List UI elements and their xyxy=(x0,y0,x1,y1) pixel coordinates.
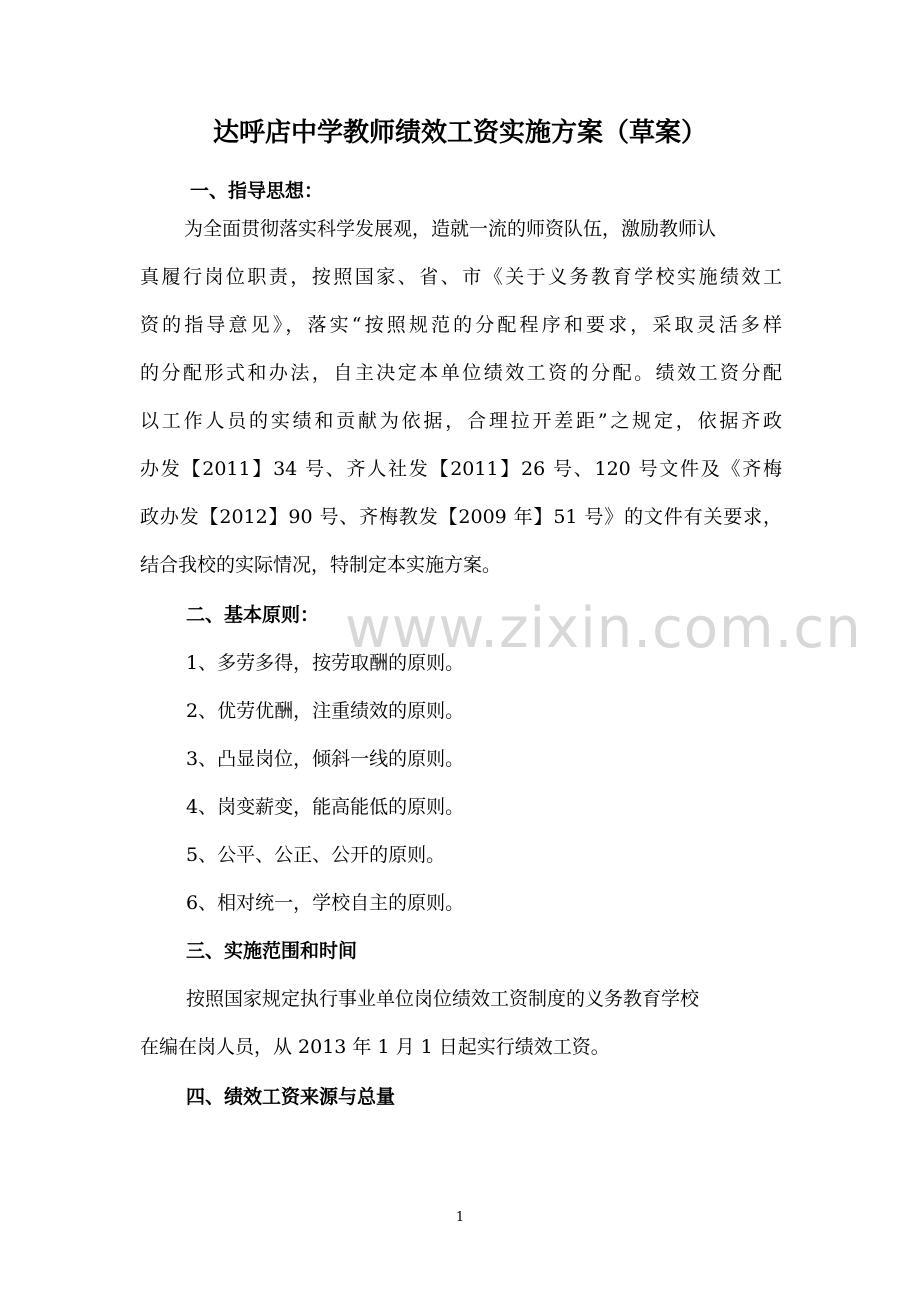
paragraph-line: 按照国家规定执行事业单位岗位绩效工资制度的义务教育学校 xyxy=(186,988,700,1010)
section-heading-basic-principles: 二、基本原则： xyxy=(186,604,320,626)
paragraph-line: 在编在岗人员，从 2013 年 1 月 1 日起实行绩效工资。 xyxy=(140,1036,610,1058)
paragraph-line: 为全面贯彻落实科学发展观，造就一流的师资队伍，激励教师认 xyxy=(184,218,717,240)
principle-item: 2、优劳优酬，注重绩效的原则。 xyxy=(186,700,465,722)
paragraph-line: 资的指导意见》，落实“按照规范的分配程序和要求，采取灵活多样 xyxy=(140,314,782,336)
principle-item: 5、公平、公正、公开的原则。 xyxy=(186,844,446,866)
principle-item: 6、相对统一，学校自主的原则。 xyxy=(186,892,465,914)
paragraph-line: 的分配形式和办法，自主决定本单位绩效工资的分配。绩效工资分配 xyxy=(140,362,782,384)
paragraph-line: 真履行岗位职责，按照国家、省、市《关于义务教育学校实施绩效工 xyxy=(140,266,782,288)
paragraph-line: 结合我校的实际情况，特制定本实施方案。 xyxy=(140,554,502,576)
watermark-text: www.zixin.com.cn xyxy=(345,596,862,661)
principle-item: 1、多劳多得，按劳取酬的原则。 xyxy=(186,652,465,674)
paragraph-line: 政办发【2012】90 号、齐梅教发【2009 年】51 号》的文件有关要求， xyxy=(140,506,782,528)
principle-item: 3、凸显岗位，倾斜一线的原则。 xyxy=(186,748,465,770)
section-heading-source-and-total: 四、绩效工资来源与总量 xyxy=(186,1086,396,1108)
principle-item: 4、岗变薪变，能高能低的原则。 xyxy=(186,796,465,818)
section-heading-scope-and-time: 三、实施范围和时间 xyxy=(186,940,358,962)
paragraph-line: 办发【2011】34 号、齐人社发【2011】26 号、120 号文件及《齐梅 xyxy=(140,458,782,480)
page-number: 1 xyxy=(455,1210,465,1225)
section-heading-guiding-ideology: 一、指导思想： xyxy=(190,180,324,202)
document-title: 达呼店中学教师绩效工资实施方案（草案） xyxy=(212,118,707,148)
paragraph-line: 以工作人员的实绩和贡献为依据，合理拉开差距”之规定，依据齐政 xyxy=(140,410,782,432)
